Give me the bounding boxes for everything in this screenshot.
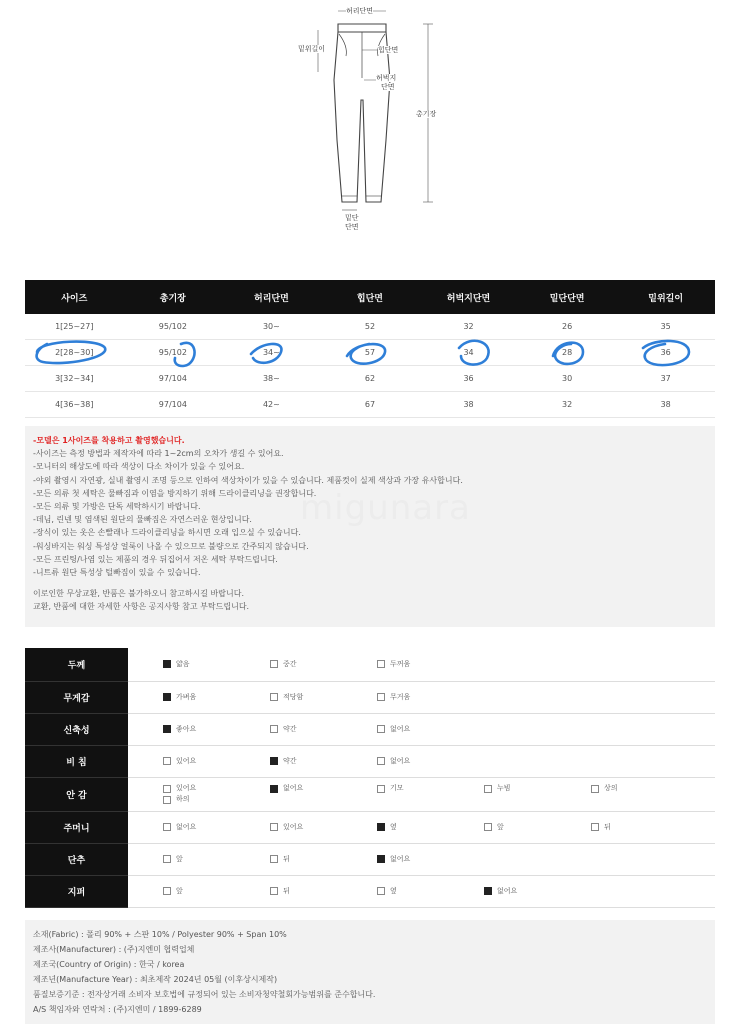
diagram-label-total-length: 총기장 (416, 110, 437, 118)
checkbox-unchecked (270, 823, 278, 831)
option-label: 뒤 (283, 886, 290, 895)
attribute-row-lining (25, 777, 715, 811)
note-line: -야외 촬영시 자연광, 실내 촬영시 조명 등으로 인하여 색상차이가 있을 수 있습니다. 제품컷이 실제 색상과 가장 유사합니다. (33, 475, 463, 485)
option-label: 앞 (497, 822, 504, 831)
attribute-row-sheerness (25, 745, 715, 777)
option-label: 하의 (176, 795, 190, 803)
option-item (163, 692, 270, 703)
pants-outline-illustration (290, 0, 450, 240)
note-line: -모니터의 해상도에 따라 색상이 다소 차이가 있을 수 있어요. (33, 462, 245, 472)
table-cell: 30~ (222, 314, 321, 340)
info-quality: 품질보증기준 : 전자상거래 소비자 보호법에 규정되어 있는 소비자청약철회가능범위를 준수합니다. (33, 990, 376, 999)
attribute-row-buttons (25, 843, 715, 875)
option-label: 두꺼움 (390, 659, 411, 668)
option-label: 없어요 (176, 822, 197, 831)
checkbox-unchecked (484, 785, 492, 793)
table-cell: 2[28~30] (25, 340, 124, 366)
checkbox-checked (163, 693, 171, 701)
attribute-options (128, 648, 715, 681)
option-label: 적당함 (283, 692, 304, 701)
note-line: -니트류 원단 특성상 털빠짐이 있을 수 있습니다. (33, 568, 201, 578)
table-cell: 57 (321, 340, 420, 366)
header-total-length: 총기장 (124, 280, 223, 314)
note-line: -장식이 있는 옷은 손빨래나 드라이클리닝을 하시면 오래 입으실 수 있습니다. (33, 528, 301, 538)
note-closing: 교환, 반품에 대한 자세한 사항은 공지사항 참고 부탁드립니다. (33, 602, 250, 612)
attribute-options (128, 875, 715, 907)
option-item (377, 659, 484, 670)
checkbox-unchecked (377, 887, 385, 895)
attribute-options (128, 681, 715, 713)
note-line: -모든 의류 첫 세탁은 물빠짐과 이염을 방지하기 위해 드라이클리닝을 권장합니다. (33, 488, 317, 498)
checkbox-checked (163, 660, 171, 668)
table-row (25, 340, 715, 366)
table-cell: 38 (616, 392, 715, 418)
option-item (270, 783, 377, 794)
attribute-row-thickness (25, 648, 715, 681)
checkbox-unchecked (377, 785, 385, 793)
attribute-row-pockets (25, 811, 715, 843)
option-label: 있어요 (176, 784, 197, 792)
table-cell: 35 (616, 314, 715, 340)
checkbox-unchecked (163, 796, 171, 804)
option-label: 좋아요 (176, 724, 197, 733)
attribute-label: 무게감 (25, 681, 128, 713)
option-label: 있어요 (283, 822, 304, 831)
option-item (377, 783, 484, 794)
checkbox-unchecked (591, 785, 599, 793)
table-cell: 34~ (222, 340, 321, 366)
checkbox-unchecked (270, 660, 278, 668)
info-fabric: 소재(Fabric) : 폴리 90% + 스판 10% / Polyester 90% + Span 10% (33, 930, 287, 939)
attribute-options (128, 777, 715, 811)
diagram-label-waist: 허리단면 (346, 7, 374, 15)
table-cell: 3[32~34] (25, 366, 124, 392)
note-line: -워싱바지는 워싱 특성상 얼룩이 나올 수 있으므로 불량으로 간주되지 않습니다. (33, 541, 309, 551)
header-thigh: 허벅지단면 (419, 280, 518, 314)
checkbox-unchecked (270, 855, 278, 863)
table-cell: 95/102 (124, 314, 223, 340)
checkbox-checked (484, 887, 492, 895)
table-cell: 32 (419, 314, 518, 340)
option-item (270, 692, 377, 703)
info-year: 제조년(Manufacture Year) : 최초제작 2024년 05월 (이후상시제작) (33, 975, 278, 984)
size-table (25, 280, 715, 418)
checkbox-unchecked (270, 725, 278, 733)
table-cell: 28 (518, 340, 617, 366)
checkbox-checked (377, 823, 385, 831)
table-row (25, 314, 715, 340)
note-line: -모든 프린팅/나염 있는 제품의 경우 뒤집어서 저온 세탁 부탁드립니다. (33, 554, 278, 564)
note-spacer (33, 579, 707, 587)
checkbox-checked (270, 757, 278, 765)
attribute-label: 단추 (25, 843, 128, 875)
option-label: 없어요 (283, 784, 304, 792)
table-cell: 42~ (222, 392, 321, 418)
header-rise: 밑위길이 (616, 280, 715, 314)
option-label: 무거움 (390, 692, 411, 701)
table-cell: 1[25~27] (25, 314, 124, 340)
attribute-options (128, 713, 715, 745)
checkbox-unchecked (163, 785, 171, 793)
attribute-label: 주머니 (25, 811, 128, 843)
checkbox-unchecked (163, 757, 171, 765)
option-item (377, 886, 484, 897)
pants-measurement-diagram (290, 0, 450, 240)
diagram-label-rise: 밑위길이 (298, 45, 326, 53)
table-cell: 38 (419, 392, 518, 418)
checkbox-unchecked (377, 660, 385, 668)
option-item (163, 886, 270, 897)
attribute-label: 신축성 (25, 713, 128, 745)
checkbox-unchecked (377, 693, 385, 701)
option-item (163, 783, 270, 794)
note-line: -모든 의류 및 가방은 단독 세탁하시기 바랍니다. (33, 502, 201, 512)
diagram-label-thigh-line2: 단면 (381, 83, 395, 91)
option-label: 기모 (390, 784, 404, 792)
attribute-options (128, 745, 715, 777)
table-cell: 97/104 (124, 366, 223, 392)
table-cell: 34 (419, 340, 518, 366)
diagram-label-hem-line2: 단면 (345, 223, 359, 231)
option-item (163, 822, 270, 833)
size-table-header-row (25, 280, 715, 314)
checkbox-unchecked (163, 823, 171, 831)
checkbox-checked (270, 785, 278, 793)
header-hip: 힙단면 (321, 280, 420, 314)
info-as-contact: A/S 책임자와 연락처 : (주)지엔미 / 1899-6289 (33, 1005, 202, 1014)
attribute-row-zipper (25, 875, 715, 907)
option-label: 상의 (604, 784, 618, 792)
diagram-label-thigh-line1: 허벅지 (376, 74, 397, 82)
table-cell: 95/102 (124, 340, 223, 366)
option-item (270, 724, 377, 735)
option-label: 있어요 (176, 756, 197, 765)
option-item (377, 822, 484, 833)
checkbox-unchecked (163, 855, 171, 863)
checkbox-unchecked (270, 887, 278, 895)
option-item (163, 756, 270, 767)
brand-watermark: migunara (300, 488, 471, 528)
option-label: 앞 (176, 886, 183, 895)
option-item (377, 692, 484, 703)
option-label: 없어요 (390, 724, 411, 733)
option-label: 약간 (283, 724, 297, 733)
note-line: -사이즈는 측정 방법과 제작자에 따라 1~2cm의 오차가 생길 수 있어요. (33, 449, 284, 459)
table-cell: 38~ (222, 366, 321, 392)
option-item (591, 822, 698, 833)
diagram-label-hem-line1: 밑단 (345, 214, 359, 222)
option-item (591, 783, 698, 794)
option-item (163, 724, 270, 735)
attribute-options (128, 843, 715, 875)
attribute-row-weight (25, 681, 715, 713)
table-cell: 26 (518, 314, 617, 340)
table-cell: 37 (616, 366, 715, 392)
option-item (163, 854, 270, 865)
option-item (484, 886, 591, 897)
table-cell: 62 (321, 366, 420, 392)
option-item (484, 822, 591, 833)
option-item (377, 756, 484, 767)
table-cell: 36 (616, 340, 715, 366)
attribute-label: 지퍼 (25, 875, 128, 907)
option-label: 앞 (176, 854, 183, 863)
option-label: 뒤 (283, 854, 290, 863)
option-item (270, 756, 377, 767)
header-size: 사이즈 (25, 280, 124, 314)
option-label: 누빔 (497, 784, 511, 792)
attribute-label: 두께 (25, 648, 128, 681)
note-line: -데님, 린넨 및 염색된 원단의 물빠짐은 자연스러운 현상입니다. (33, 515, 252, 525)
option-label: 중간 (283, 659, 297, 668)
option-item (270, 659, 377, 670)
option-item (377, 724, 484, 735)
attribute-row-stretch (25, 713, 715, 745)
option-label: 뒤 (604, 822, 611, 831)
table-cell: 36 (419, 366, 518, 392)
option-label: 약간 (283, 756, 297, 765)
option-item (270, 886, 377, 897)
checkbox-checked (377, 855, 385, 863)
attribute-options (128, 811, 715, 843)
checkbox-unchecked (484, 823, 492, 831)
option-label: 옆 (390, 886, 397, 895)
note-model-size: -모델은 1사이즈를 착용하고 촬영했습니다. (33, 436, 185, 445)
option-label: 없어요 (390, 756, 411, 765)
checkbox-unchecked (270, 693, 278, 701)
option-item (163, 794, 270, 805)
option-label: 없어요 (497, 886, 518, 895)
table-cell: 32 (518, 392, 617, 418)
table-cell: 97/104 (124, 392, 223, 418)
table-cell: 52 (321, 314, 420, 340)
header-hem: 밑단단면 (518, 280, 617, 314)
checkbox-checked (163, 725, 171, 733)
checkbox-unchecked (377, 725, 385, 733)
option-item (163, 659, 270, 670)
checkbox-unchecked (591, 823, 599, 831)
option-item (377, 854, 484, 865)
checkbox-unchecked (163, 887, 171, 895)
option-item (484, 783, 591, 794)
diagram-label-hip: 힙단면 (378, 46, 399, 54)
option-item (270, 822, 377, 833)
info-country: 제조국(Country of Origin) : 한국 / korea (33, 960, 185, 969)
product-info-box (25, 920, 715, 1024)
attribute-label: 비 침 (25, 745, 128, 777)
option-item (270, 854, 377, 865)
option-label: 없어요 (390, 854, 411, 863)
table-cell: 30 (518, 366, 617, 392)
option-label: 얇음 (176, 659, 190, 668)
option-label: 옆 (390, 822, 397, 831)
table-row (25, 392, 715, 418)
info-manufacturer: 제조사(Manufacturer) : (주)지엔미 협력업체 (33, 945, 195, 954)
table-cell: 4[36~38] (25, 392, 124, 418)
fabric-attribute-table (25, 648, 715, 908)
option-label: 가벼움 (176, 692, 197, 701)
table-cell: 67 (321, 392, 420, 418)
table-row (25, 366, 715, 392)
checkbox-unchecked (377, 757, 385, 765)
note-closing: 이로인한 무상교환, 반품은 불가하오니 참고하시길 바랍니다. (33, 589, 244, 599)
attribute-label: 안 감 (25, 777, 128, 811)
header-waist: 허리단면 (222, 280, 321, 314)
